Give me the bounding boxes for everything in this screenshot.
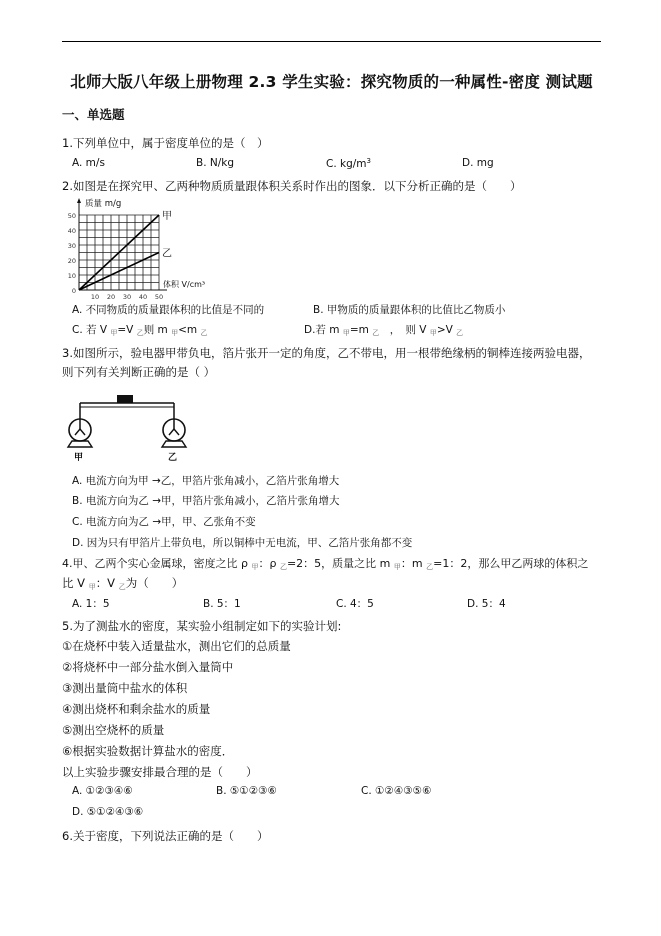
series-label: 甲 — [162, 211, 172, 222]
y-tick-label: 30 — [67, 242, 76, 250]
x-tick-label: 40 — [138, 293, 148, 300]
subscript: 甲 — [342, 329, 350, 337]
text: =1：2，那么甲乙两球的体积之 — [433, 557, 589, 570]
subscript: 乙 — [118, 583, 126, 591]
text: >V — [436, 324, 457, 336]
subscript: 甲 — [88, 583, 96, 591]
question-1-option-b[interactable]: B. N/kg — [196, 157, 235, 169]
question-5-step-1: ①在烧杯中装入适量盐水，测出它们的总质量 — [62, 639, 291, 653]
section-heading: 一、单选题 — [62, 107, 125, 122]
question-2-option-d[interactable] — [304, 322, 463, 338]
option-c-text: C. kg/m — [326, 158, 367, 170]
series-label: 乙 — [162, 248, 172, 260]
subscript: 乙 — [426, 563, 434, 571]
text: C. 若 V — [72, 324, 111, 336]
subscript: 乙 — [456, 329, 464, 337]
question-2-option-a[interactable]: A. 不同物质的质量跟体积的比值是不同的 — [72, 304, 265, 316]
x-axis-label: 体积 V/cm³ — [163, 280, 206, 289]
question-1-option-a[interactable]: A. m/s — [72, 157, 105, 169]
x-tick-label: 20 — [106, 293, 116, 300]
question-5-option-a[interactable]: A. ①②③④⑥ — [72, 785, 133, 797]
question-5-question: 以上实验步骤安排最合理的是（ ） — [62, 765, 258, 779]
question-4-stem-line-1 — [62, 555, 588, 572]
question-4-option-b[interactable]: B. 5：1 — [203, 598, 241, 610]
subscript: 乙 — [279, 563, 287, 571]
question-4-option-d[interactable]: D. 5：4 — [467, 598, 506, 610]
question-3-option-c[interactable]: C. 电流方向为乙 →甲，甲、乙张角不变 — [72, 516, 256, 528]
y-axis-arrow-icon — [77, 198, 81, 203]
electroscope-a-label: 甲 — [74, 453, 84, 463]
question-3-stem-line-1: 3.如图所示，验电器甲带负电，箔片张开一定的角度，乙不带电，用一根带绝缘柄的铜棒连接两验电器， — [62, 346, 591, 360]
question-1-option-c[interactable] — [326, 157, 371, 170]
superscript: 3 — [366, 157, 371, 165]
question-4-stem-line-2 — [62, 575, 183, 592]
question-2-option-b[interactable]: B. 甲物质的质量跟体积的比值比乙物质小 — [313, 304, 506, 316]
text: D.若 m — [304, 324, 343, 336]
y-tick-label: 0 — [71, 287, 76, 295]
question-4-option-a[interactable]: A. 1：5 — [72, 598, 110, 610]
question-1-stem: 1.下列单位中，属于密度单位的是（ ） — [62, 136, 269, 150]
text: 则 m — [143, 324, 172, 336]
text: =V — [117, 324, 137, 336]
question-5-step-4: ④测出烧杯和剩余盐水的质量 — [62, 702, 211, 716]
y-tick-label: 10 — [67, 272, 76, 280]
subscript: 乙 — [200, 329, 208, 337]
mass-volume-graph — [62, 196, 222, 300]
x-tick-label: 50 — [154, 293, 164, 300]
question-4-option-c[interactable]: C. 4：5 — [336, 598, 374, 610]
y-tick-label: 20 — [67, 257, 76, 265]
text: ：m — [400, 557, 427, 570]
question-3-stem-line-2: 则下列有关判断正确的是（ ） — [62, 365, 216, 379]
question-5-step-2: ②将烧杯中一部分盐水倒入量筒中 — [62, 660, 234, 674]
electroscope-figure — [62, 390, 192, 470]
electroscope-b-label: 乙 — [168, 453, 178, 463]
text: 为（ ） — [125, 576, 184, 590]
question-1-option-d[interactable]: D. mg — [462, 157, 494, 169]
question-2-option-c[interactable] — [72, 322, 207, 338]
header-rule — [62, 41, 601, 42]
question-5-step-5: ⑤测出空烧杯的质量 — [62, 723, 165, 737]
y-tick-label: 40 — [67, 227, 76, 235]
question-3-option-d[interactable]: D. 因为只有甲箔片上带负电，所以铜棒中无电流，甲、乙箔片张角都不变 — [72, 537, 413, 549]
question-3-option-b[interactable]: B. 电流方向为乙 →甲，甲箔片张角减小，乙箔片张角增大 — [72, 495, 340, 507]
question-5-option-d[interactable]: D. ⑤①②④③⑥ — [72, 806, 144, 818]
text: ：V — [95, 576, 119, 590]
subscript: 甲 — [251, 563, 259, 571]
subscript: 甲 — [429, 329, 437, 337]
y-axis-label: 质量 m/g — [85, 199, 122, 209]
x-tick-label: 10 — [90, 293, 100, 300]
text: =2：5，质量之比 m — [286, 557, 394, 570]
subscript: 乙 — [136, 329, 144, 337]
page-title: 北师大版八年级上册物理 2.3 学生实验：探究物质的一种属性-密度 测试题 — [70, 73, 593, 91]
y-tick-label: 50 — [67, 212, 76, 220]
question-2-stem: 2.如图是在探究甲、乙两种物质质量跟体积关系时作出的图象．以下分析正确的是（ ） — [62, 179, 522, 193]
text: 比 V — [62, 576, 89, 590]
question-5-option-b[interactable]: B. ⑤①②③⑥ — [216, 785, 277, 797]
question-5-option-c[interactable]: C. ①②④③⑤⑥ — [361, 785, 432, 797]
text: 4.甲、乙两个实心金属球，密度之比 ρ — [62, 557, 252, 570]
subscript: 甲 — [171, 329, 179, 337]
subscript: 甲 — [393, 563, 401, 571]
x-tick-label: 30 — [122, 293, 132, 300]
text: ， 则 V — [379, 324, 430, 336]
question-5-step-3: ③测出量筒中盐水的体积 — [62, 681, 188, 695]
subscript: 甲 — [110, 329, 118, 337]
question-6-stem: 6.关于密度，下列说法正确的是（ ） — [62, 829, 269, 843]
question-5-stem: 5.为了测盐水的密度，某实验小组制定如下的实验计划: — [62, 619, 342, 633]
insulating-handle — [117, 395, 133, 403]
question-5-step-6: ⑥根据实验数据计算盐水的密度． — [62, 744, 234, 758]
text: ：ρ — [258, 557, 280, 570]
question-3-option-a[interactable]: A. 电流方向为甲 →乙，甲箔片张角减小，乙箔片张角增大 — [72, 475, 340, 487]
text: <m — [178, 324, 201, 336]
text: =m — [349, 324, 373, 336]
subscript: 乙 — [372, 329, 380, 337]
